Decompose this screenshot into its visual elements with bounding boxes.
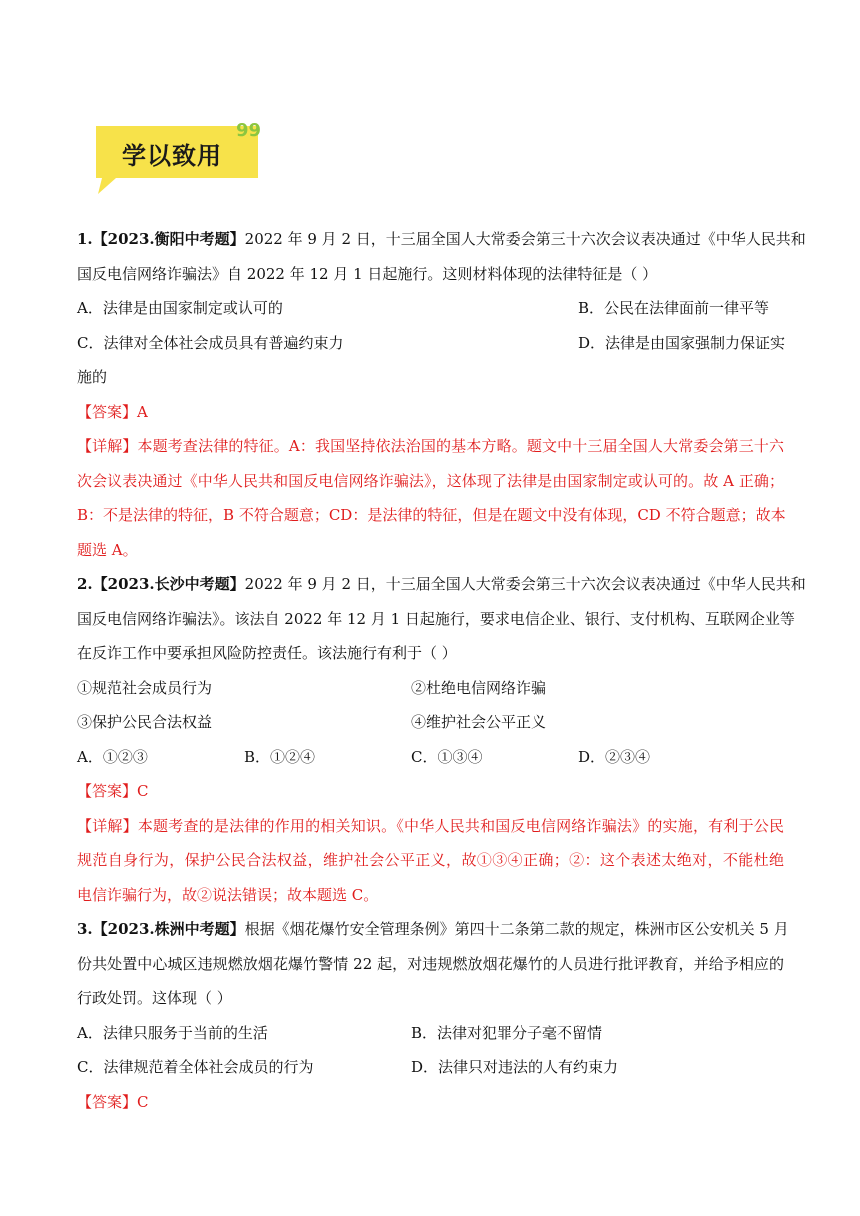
option-d: D．法律只对违法的人有约束力 <box>411 1058 619 1076</box>
question-3-stem-line-3: 行政处罚。这体现（ ） <box>77 989 232 1007</box>
question-2-stem-line-1 <box>77 567 806 602</box>
option-b: B．法律对犯罪分子毫不留情 <box>411 1023 603 1042</box>
question-2-analysis-line: 电信诈骗行为，故②说法错误；故本题选 C。 <box>77 885 379 904</box>
question-1-analysis-line: 题选 A。 <box>77 540 138 559</box>
question-1-stem-line-2: 国反电信网络诈骗法》自 2022 年 12 月 1 日起施行。这则材料体现的法律特征是（ ） <box>77 264 658 283</box>
question-source: 【2023.株洲中考题】 <box>92 920 245 938</box>
question-3-stem-line-1 <box>77 912 789 947</box>
question-2-analysis-line: 规范自身行为，保护公民合法权益，维护社会公平正义，故①③④正确；②：这个表述太绝对，不能杜绝 <box>77 851 784 869</box>
question-list <box>77 222 806 1119</box>
question-number: 3. <box>77 920 93 938</box>
question-3-answer: 【答案】C <box>77 1092 149 1111</box>
stem-text: 根据《烟花爆竹安全管理条例》第四十二条第二款的规定，株洲市区公安机关 5 月 <box>244 920 789 938</box>
question-2-stem-line-2: 国反电信网络诈骗法》。该法自 2022 年 12 月 1 日起施行，要求电信企业、银行、支付机构、互联网企业等 <box>77 609 795 628</box>
question-2-options-row <box>77 740 784 775</box>
option-d-continuation: 施的 <box>77 368 108 386</box>
question-3-stem-line-2: 份共处置中心城区违规燃放烟花爆竹警情 22 起，对违规燃放烟花爆竹的人员进行批评教育，并给予相应的 <box>77 954 784 973</box>
question-2-answer: 【答案】C <box>77 782 149 800</box>
question-3-options-row-1 <box>77 1016 784 1051</box>
option-a: A．法律是由国家制定或认可的 <box>77 299 283 317</box>
question-1-answer: 【答案】A <box>77 402 148 421</box>
question-2-items-row-2 <box>77 705 784 740</box>
item-4: ④维护社会公平正义 <box>411 713 547 731</box>
option-d: D．法律是由国家强制力保证实 <box>578 333 786 352</box>
quote-mark-icon: 99 <box>236 122 262 141</box>
question-1-analysis-line: 【详解】本题考查法律的特征。A：我国坚持依法治国的基本方略。题文中十三届全国人大常委会第三十六 <box>77 437 784 455</box>
question-1-options-row-2 <box>77 326 784 361</box>
option-c: C．法律规范着全体社会成员的行为 <box>77 1058 314 1076</box>
question-1-stem-line-1 <box>77 222 806 257</box>
question-2-items-row-1 <box>77 671 784 706</box>
stem-text: 2022 年 9 月 2 日，十三届全国人大常委会第三十六次会议表决通过《中华人民共和 <box>244 575 806 593</box>
item-1: ①规范社会成员行为 <box>77 678 213 697</box>
question-source: 【2023.长沙中考题】 <box>92 575 245 593</box>
question-3-options-row-2 <box>77 1050 784 1085</box>
option-a: A．①②③ <box>77 747 148 766</box>
item-2: ②杜绝电信网络诈骗 <box>411 678 547 697</box>
question-2-stem-line-3: 在反诈工作中要承担风险防控责任。该法施行有利于（ ） <box>77 644 457 662</box>
question-number: 2. <box>77 575 93 593</box>
section-banner <box>94 122 266 198</box>
item-3: ③保护公民合法权益 <box>77 713 213 731</box>
question-source: 【2023.衡阳中考题】 <box>92 230 245 248</box>
option-a: A．法律只服务于当前的生活 <box>77 1023 268 1042</box>
question-2-analysis-line: 【详解】本题考查的是法律的作用的相关知识。《中华人民共和国反电信网络诈骗法》的实施，有利于公民 <box>77 816 784 835</box>
question-1-analysis-line: 次会议表决通过《中华人民共和国反电信网络诈骗法》，这体现了法律是由国家制定或认可的。故 A 正确； <box>77 471 784 490</box>
question-number: 1. <box>77 230 93 248</box>
question-1-options-row-1 <box>77 291 784 326</box>
option-c: C．法律对全体社会成员具有普遍约束力 <box>77 333 344 352</box>
option-c: C．①③④ <box>411 747 483 766</box>
banner-title: 学以致用 <box>122 142 222 170</box>
option-d: D．②③④ <box>578 747 651 766</box>
option-b: B．①②④ <box>244 747 316 766</box>
question-1-analysis-line: B：不是法律的特征，B 不符合题意；CD：是法律的特征，但是在题文中没有体现，CD 不符合题意；故本 <box>77 506 786 524</box>
stem-text: 2022 年 9 月 2 日，十三届全国人大常委会第三十六次会议表决通过《中华人民共和 <box>244 230 806 248</box>
option-b: B．公民在法律面前一律平等 <box>578 299 770 317</box>
